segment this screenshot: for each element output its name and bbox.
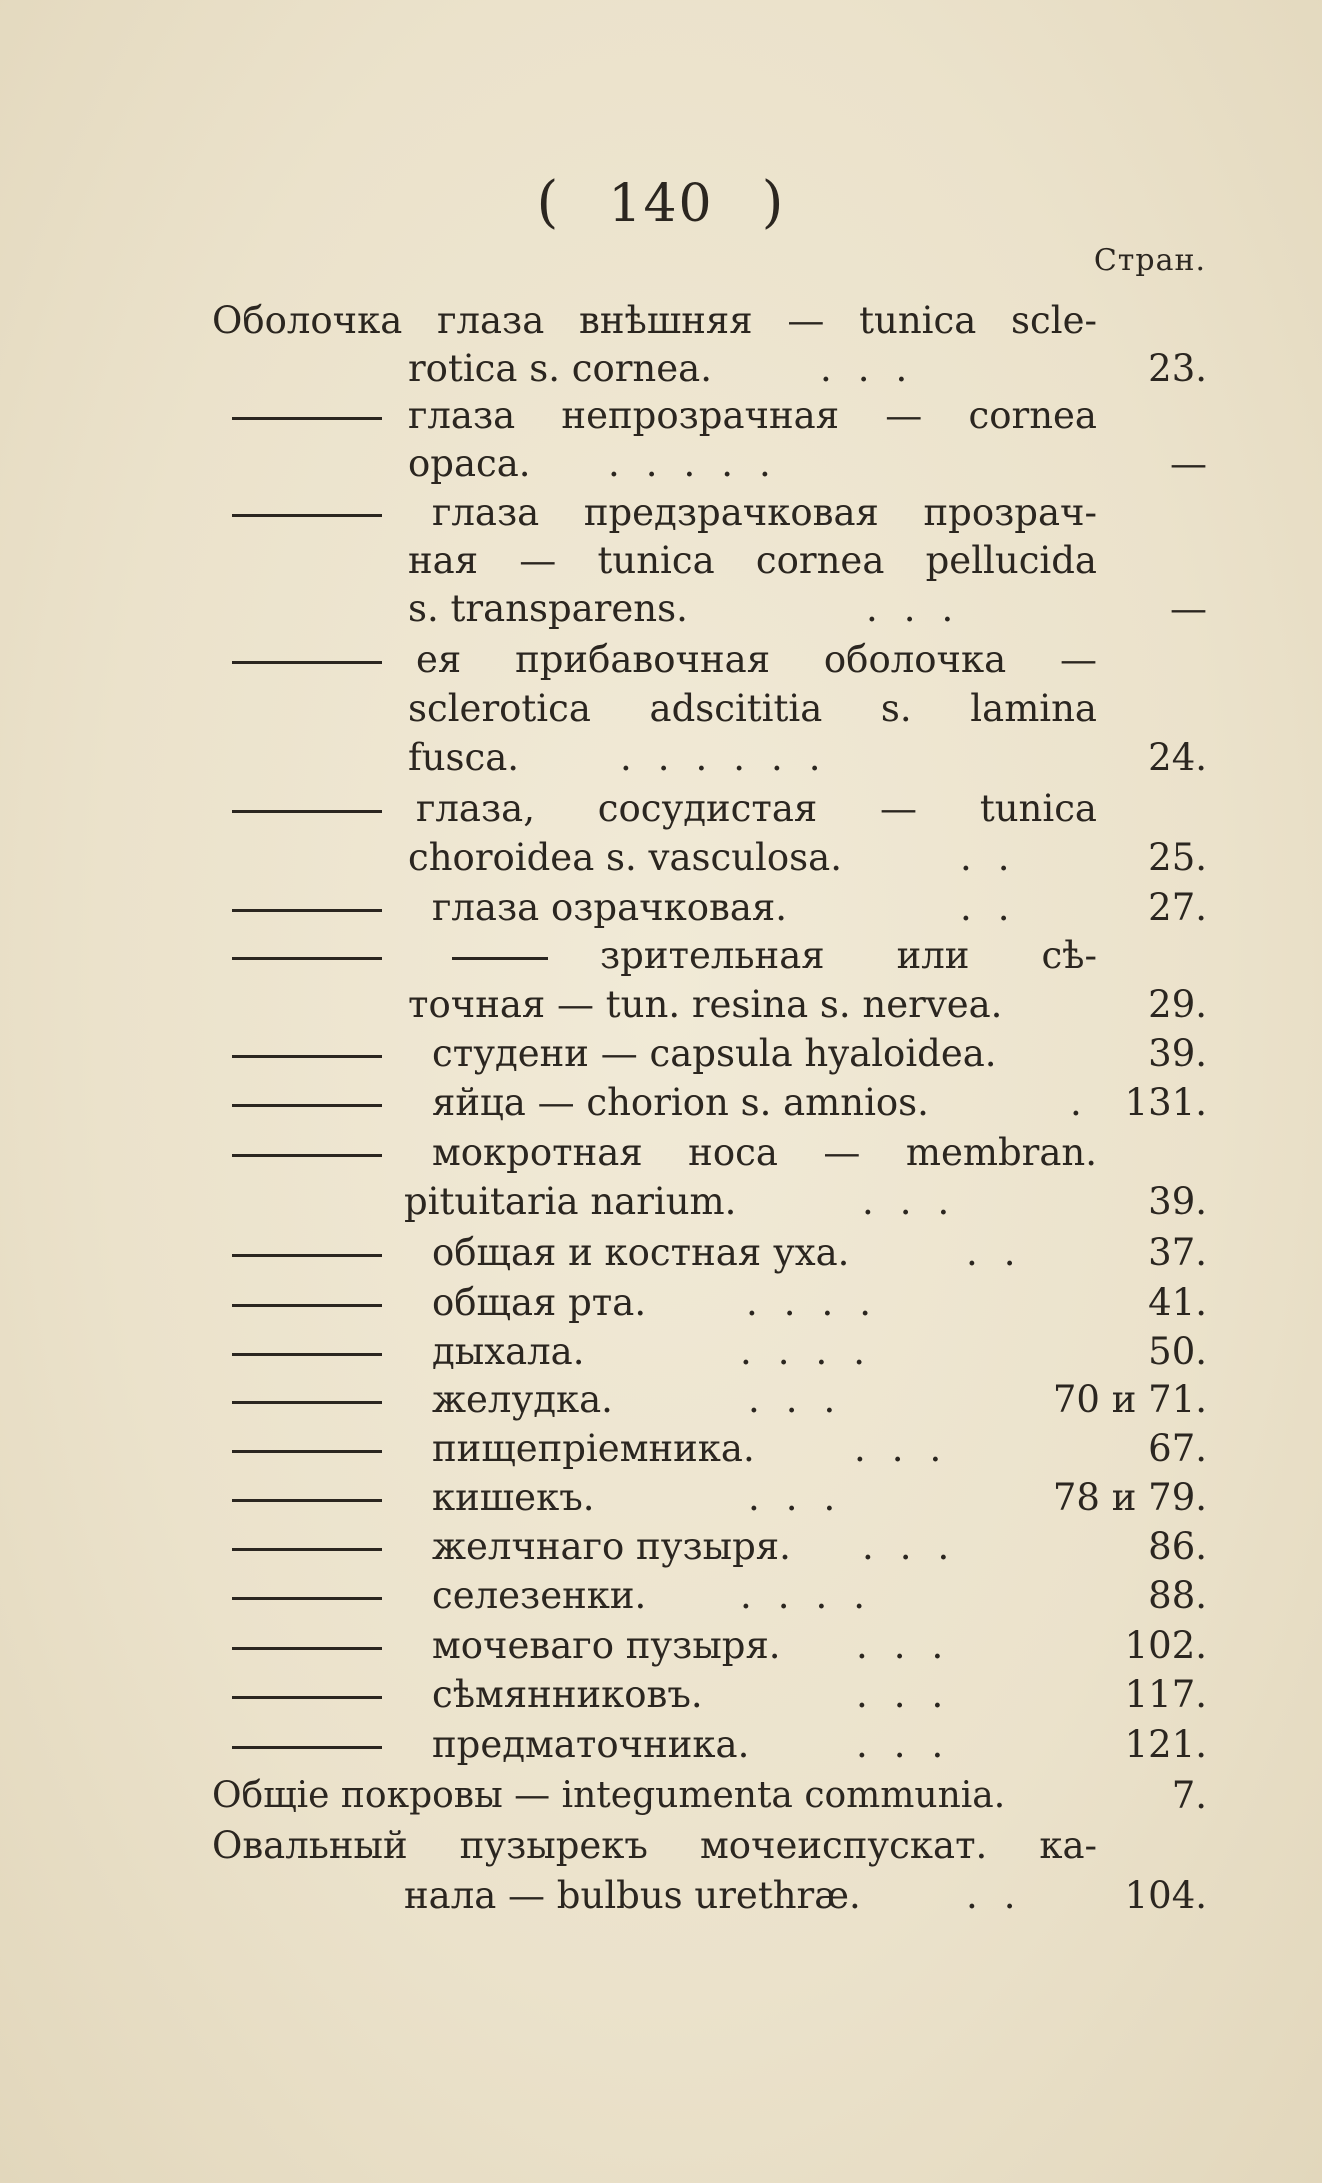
ditto-dash	[232, 1426, 382, 1472]
ditto-dash	[232, 1230, 382, 1276]
entry-text: глаза непрозрачная — cornea	[408, 394, 1097, 437]
page-ref: 50.	[1148, 1330, 1207, 1373]
entry-text: rotica s. cornea.	[408, 347, 712, 390]
entry-text: яйца — chorion s. amnios.	[432, 1081, 929, 1124]
leader-dots: ...	[856, 1624, 970, 1667]
entry-text: общая и костная уха.	[432, 1231, 850, 1274]
page-ref: 39.	[1148, 1180, 1207, 1223]
page-number: 140	[608, 174, 714, 234]
ditto-dash	[232, 1623, 382, 1669]
entry-text: студени — capsula hyaloidea.	[432, 1032, 997, 1075]
entry-text: точная — tun. resina s. nervea.	[408, 983, 1003, 1026]
leader-dots: .	[1070, 1081, 1108, 1124]
page-ref: 86.	[1148, 1525, 1207, 1568]
leader-dots: ...	[748, 1476, 862, 1519]
page-ref: 70 и 71.	[1052, 1378, 1207, 1421]
ditto-dash	[232, 1031, 382, 1077]
entry-text: глаза озрачковая.	[432, 886, 788, 929]
page-ref: 88.	[1148, 1574, 1207, 1617]
page-ref: —	[1170, 587, 1207, 630]
page-ref: 41.	[1148, 1281, 1207, 1324]
leader-dots: ...	[862, 1525, 976, 1568]
page-ref: 7.	[1171, 1774, 1207, 1817]
entry-text: Оболочка глаза внѣшняя — tunica scle-	[212, 299, 1097, 342]
entry-text: ная — tunica cornea pellucida	[408, 539, 1097, 582]
entry-text: ея прибавочная оболочка —	[416, 638, 1097, 681]
leader-dots: ..	[960, 886, 1036, 929]
entry-text: дыхала.	[432, 1330, 585, 1373]
entry-text: желудка.	[432, 1378, 613, 1421]
ditto-dash	[232, 1280, 382, 1326]
leader-dots: ....	[740, 1330, 892, 1373]
entry-text: глаза, сосудистая — tunica	[416, 787, 1097, 830]
page-ref: 78 и 79.	[1052, 1476, 1207, 1519]
entry-text: Общіе покровы — integumenta communia.	[212, 1775, 1006, 1816]
entry-text: селезенки.	[432, 1574, 647, 1617]
ditto-dash	[232, 490, 382, 536]
page-ref: 37.	[1148, 1231, 1207, 1274]
page-ref: 24.	[1148, 736, 1207, 779]
leader-dots: ...	[820, 347, 934, 390]
leader-dots: ...	[856, 1673, 970, 1716]
ditto-dash	[232, 1130, 382, 1176]
entry-text: пищепріемника.	[432, 1427, 755, 1470]
page-ref: —	[1170, 442, 1207, 485]
entry-text: глаза предзрачковая прозрач-	[432, 491, 1097, 534]
page-ref: 27.	[1148, 886, 1207, 929]
leader-dots: ..	[960, 836, 1036, 879]
page-column-heading: Стран.	[1093, 243, 1206, 278]
entry-text: предматочника.	[432, 1723, 750, 1766]
ditto-dash	[232, 1573, 382, 1619]
leader-dots: ...	[854, 1427, 968, 1470]
entry-text: нала — bulbus urethræ.	[404, 1874, 861, 1917]
leader-dots: ..	[966, 1231, 1042, 1274]
leader-dots: ...	[856, 1723, 970, 1766]
entry-text: opaca.	[408, 442, 531, 485]
leader-dots: ....	[740, 1574, 892, 1617]
ditto-subdash	[452, 933, 548, 979]
leader-dots: ...	[866, 587, 980, 630]
leader-dots: .....	[608, 442, 797, 485]
ditto-dash	[232, 786, 382, 832]
close-paren: )	[761, 170, 786, 235]
entry-text: кишекъ.	[432, 1476, 595, 1519]
ditto-dash	[232, 637, 382, 683]
ditto-dash	[232, 393, 382, 439]
ditto-dash	[232, 1722, 382, 1768]
entry-text: желчнаго пузыря.	[432, 1525, 791, 1568]
entry-text: s. transparens.	[408, 587, 688, 630]
ditto-dash	[232, 1377, 382, 1423]
entry-text: choroidea s. vasculosa.	[408, 836, 842, 879]
page-ref: 29.	[1148, 983, 1207, 1026]
open-paren: (	[536, 170, 561, 235]
page-ref: 25.	[1148, 836, 1207, 879]
ditto-dash	[232, 1475, 382, 1521]
page-ref: 67.	[1148, 1427, 1207, 1470]
leader-dots: ...	[862, 1180, 976, 1223]
page-header	[0, 170, 1322, 235]
entry-text: мочеваго пузыря.	[432, 1624, 781, 1667]
ditto-dash	[232, 933, 382, 979]
leader-dots: ...	[748, 1378, 862, 1421]
page-ref: 131.	[1124, 1081, 1207, 1124]
page-ref: 102.	[1124, 1624, 1207, 1667]
ditto-dash	[232, 885, 382, 931]
leader-dots: ..	[966, 1874, 1042, 1917]
page-ref: 121.	[1124, 1723, 1207, 1766]
leader-dots: ......	[620, 736, 847, 779]
page-ref: 23.	[1148, 347, 1207, 390]
entry-text: зрительная или сѣ-	[600, 934, 1097, 977]
entry-text: fusca.	[408, 736, 520, 779]
leader-dots: ....	[746, 1281, 898, 1324]
entry-text: pituitaria narium.	[404, 1180, 737, 1223]
ditto-dash	[232, 1672, 382, 1718]
ditto-dash	[232, 1524, 382, 1570]
page-ref: 117.	[1124, 1673, 1207, 1716]
entry-text: sclerotica adscititia s. lamina	[408, 687, 1097, 730]
ditto-dash	[232, 1329, 382, 1375]
entry-text: сѣмянниковъ.	[432, 1673, 703, 1716]
entry-text: мокротная носа — membran.	[432, 1131, 1097, 1174]
entry-text: общая рта.	[432, 1281, 647, 1324]
page-ref: 104.	[1124, 1874, 1207, 1917]
ditto-dash	[232, 1080, 382, 1126]
entry-text: Овальный пузырекъ мочеиспускат. ка-	[212, 1824, 1097, 1867]
page-ref: 39.	[1148, 1032, 1207, 1075]
